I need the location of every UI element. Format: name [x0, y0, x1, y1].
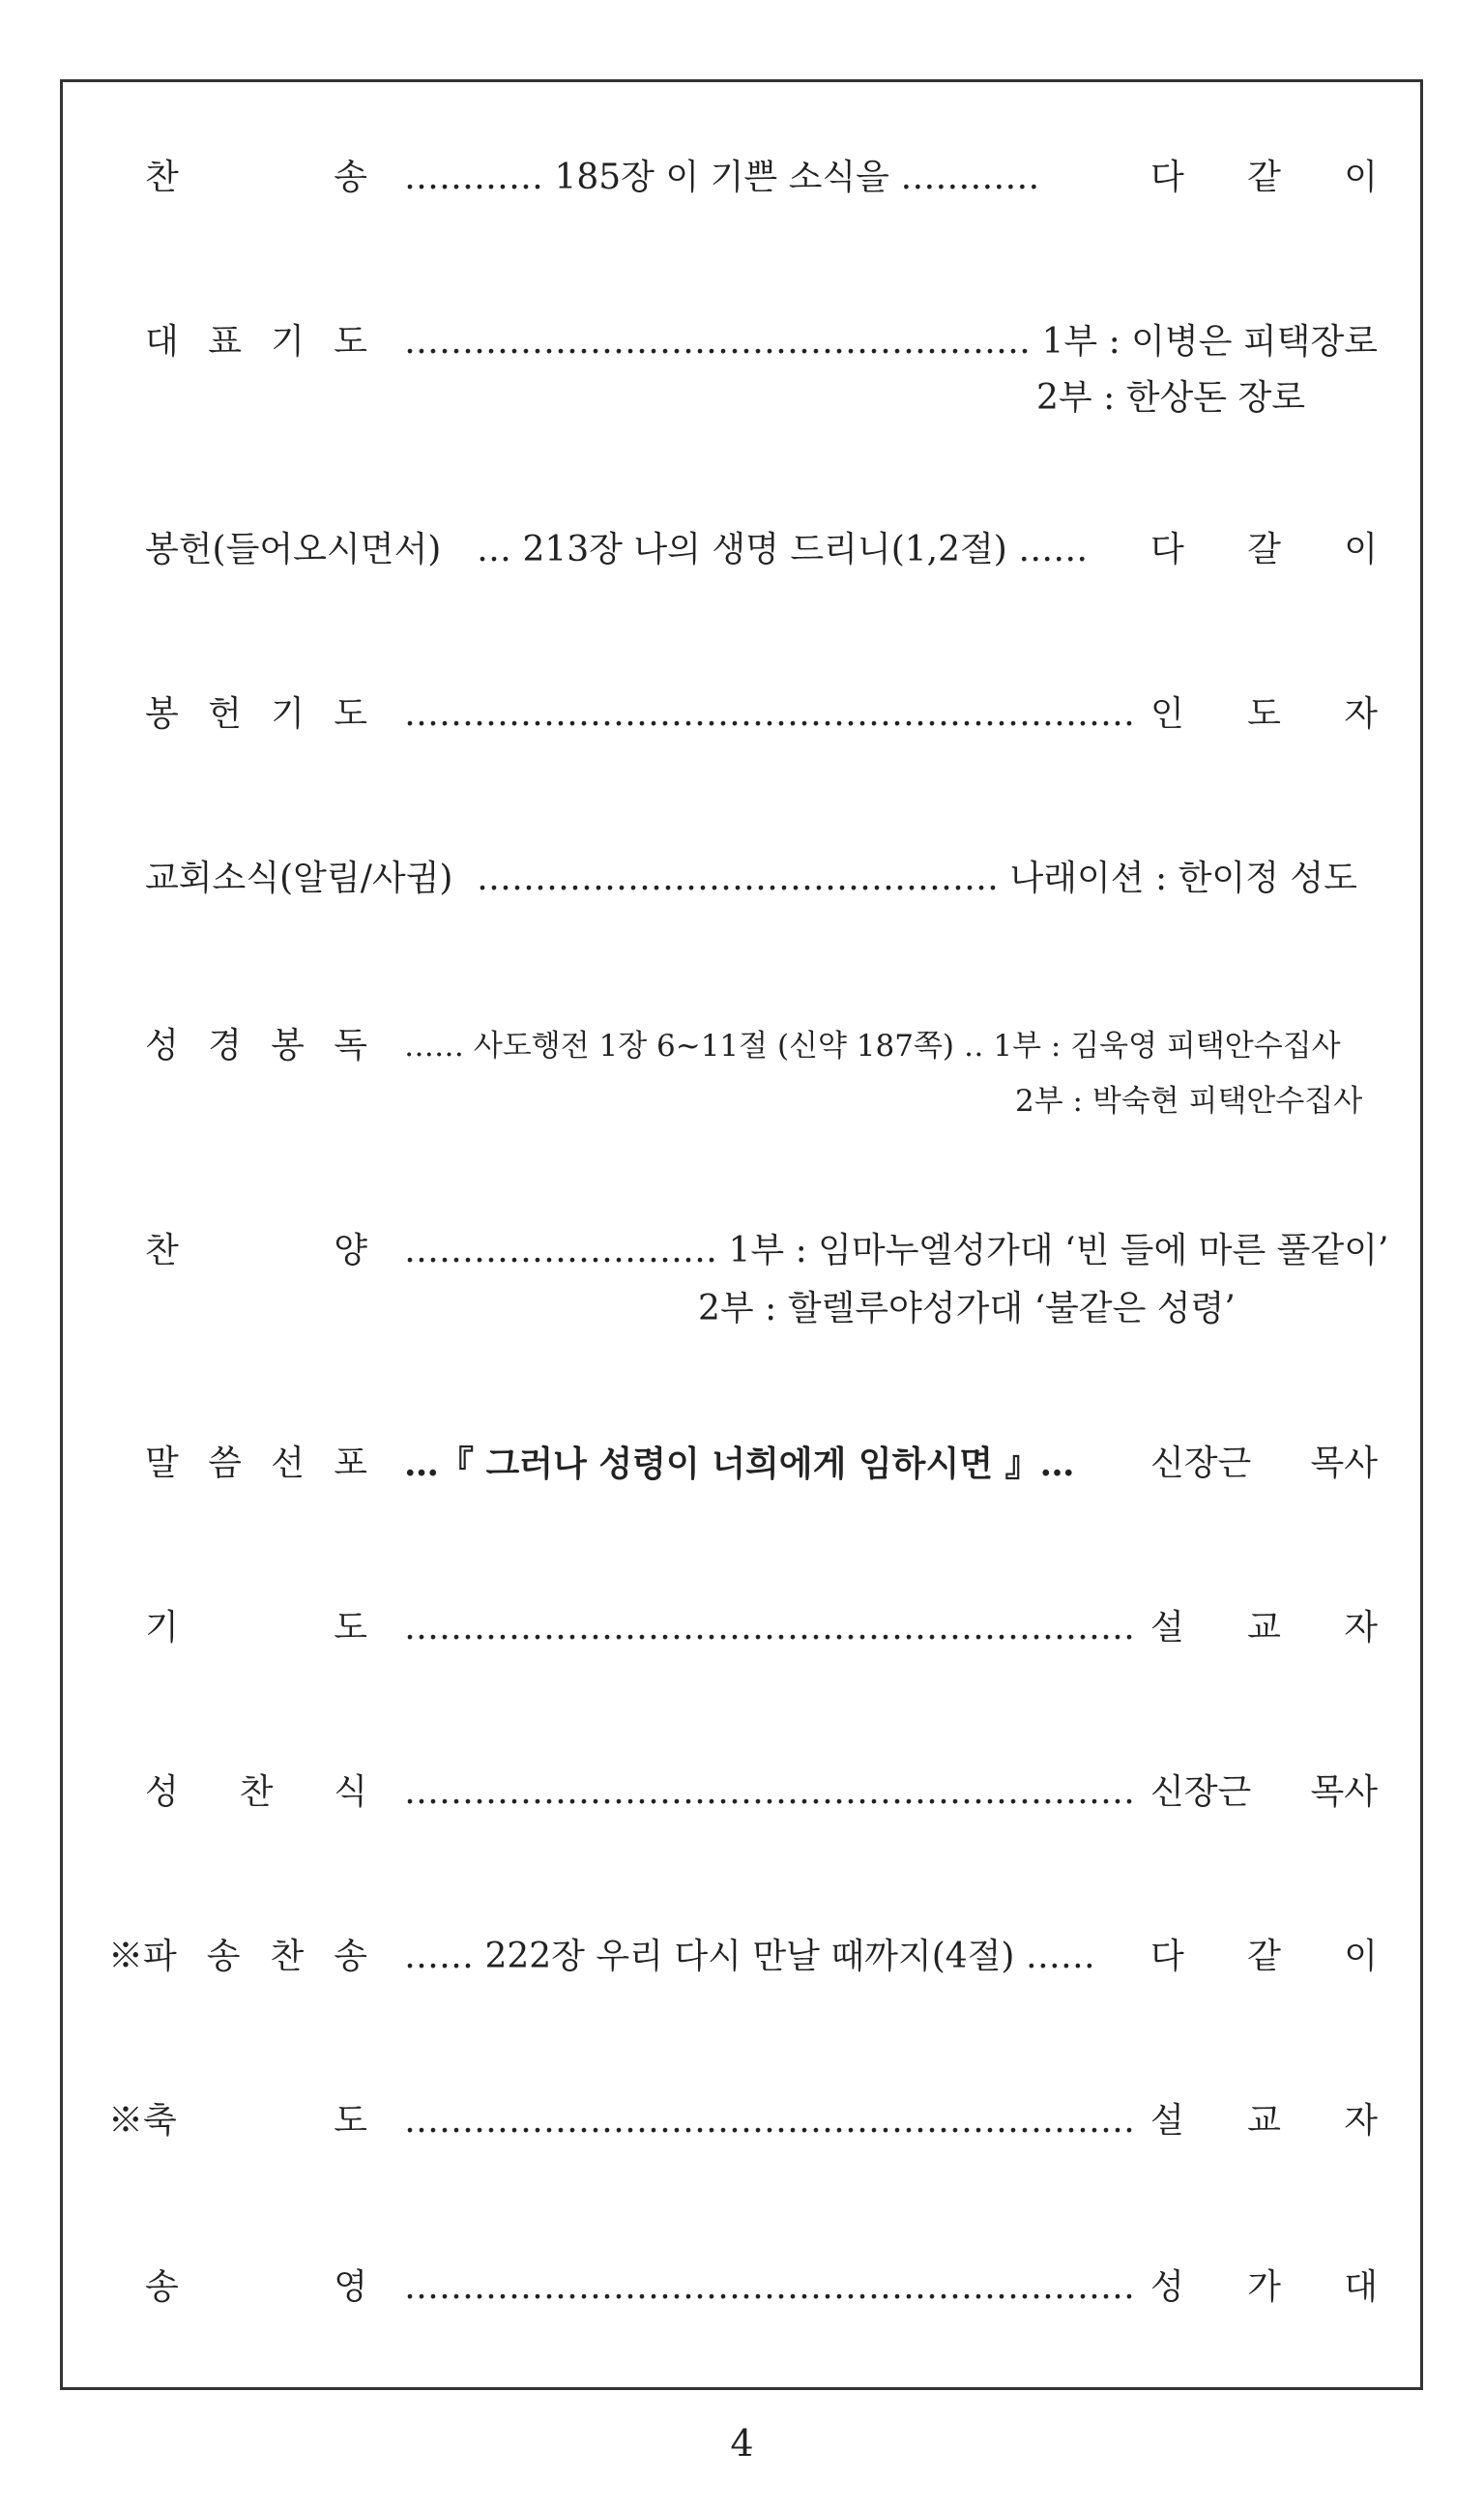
- row-detail: ………………………………………………………: [404, 2101, 1135, 2141]
- row-label: 기 도: [145, 1608, 367, 1648]
- row-detail: … 213장 나의 생명 드리니(1,2절) ……: [477, 530, 1089, 569]
- row-detail: ……………………………………………… 1부 : 이병은 피택장로: [404, 322, 1379, 362]
- row-second-service-detail: 2부 : 한상돈 장로: [1036, 378, 1306, 418]
- row-label: ※파 송 찬 송: [108, 1937, 367, 1976]
- row-performer: 인 도 자: [1150, 694, 1378, 734]
- row-detail: ………………………………………………………: [404, 2267, 1135, 2307]
- row-second-service-detail: 2부 : 할렐루야성가대 ‘불같은 성령’: [698, 1289, 1236, 1328]
- row-performer: 성 가 대: [1150, 2267, 1378, 2307]
- page-number: 4: [730, 2422, 754, 2465]
- row-label: 봉헌(들어오시면서): [145, 530, 442, 569]
- row-detail: ………… 185장 이 기쁜 소식을 …………: [404, 158, 1040, 197]
- row-performer: 신장근 목사: [1150, 1772, 1378, 1812]
- row-label: 송 영: [145, 2267, 367, 2307]
- row-detail: ………………………………………………………: [404, 1608, 1135, 1648]
- row-performer: 설 교 자: [1150, 1608, 1378, 1648]
- row-label: 성 찬 식: [145, 1772, 367, 1812]
- row-label: 찬 양: [145, 1231, 367, 1270]
- row-label: 봉 헌 기 도: [145, 694, 367, 734]
- sermon-title: …『 그러나 성령이 너희에게 임하시면 』…: [404, 1444, 1075, 1484]
- row-detail: ……………………………………… 나래이션 : 한이정 성도: [477, 859, 1357, 898]
- row-label: 교회소식(알림/사귐): [145, 859, 453, 898]
- row-performer: 다 갈 이: [1150, 530, 1378, 569]
- row-label: ※축 도: [108, 2101, 367, 2141]
- row-detail: ……………………… 1부 : 임마누엘성가대 ‘빈 들에 마른 풀같이’: [404, 1231, 1389, 1270]
- row-second-service-detail: 2부 : 박숙현 피택안수집사: [1015, 1084, 1363, 1119]
- row-label: 말 씀 선 포: [145, 1444, 367, 1483]
- row-detail: ………………………………………………………: [404, 694, 1135, 734]
- row-performer: 다 같 이: [1150, 158, 1378, 197]
- row-detail: …… 222장 우리 다시 만날 때까지(4절) ……: [404, 1937, 1095, 1976]
- row-performer: 신장근 목사: [1150, 1444, 1378, 1483]
- row-performer: 다 같 이: [1150, 1937, 1378, 1976]
- row-label: 대 표 기 도: [145, 322, 367, 362]
- row-label: 찬 송: [145, 158, 367, 197]
- row-detail: ………………………………………………………: [404, 1772, 1135, 1812]
- row-label: 성 경 봉 독: [145, 1026, 367, 1065]
- row-detail: …… 사도행전 1장 6~11절 (신약 187쪽) ‥ 1부 : 김욱영 피택안수집사: [404, 1029, 1341, 1064]
- row-performer: 설 교 자: [1150, 2101, 1378, 2141]
